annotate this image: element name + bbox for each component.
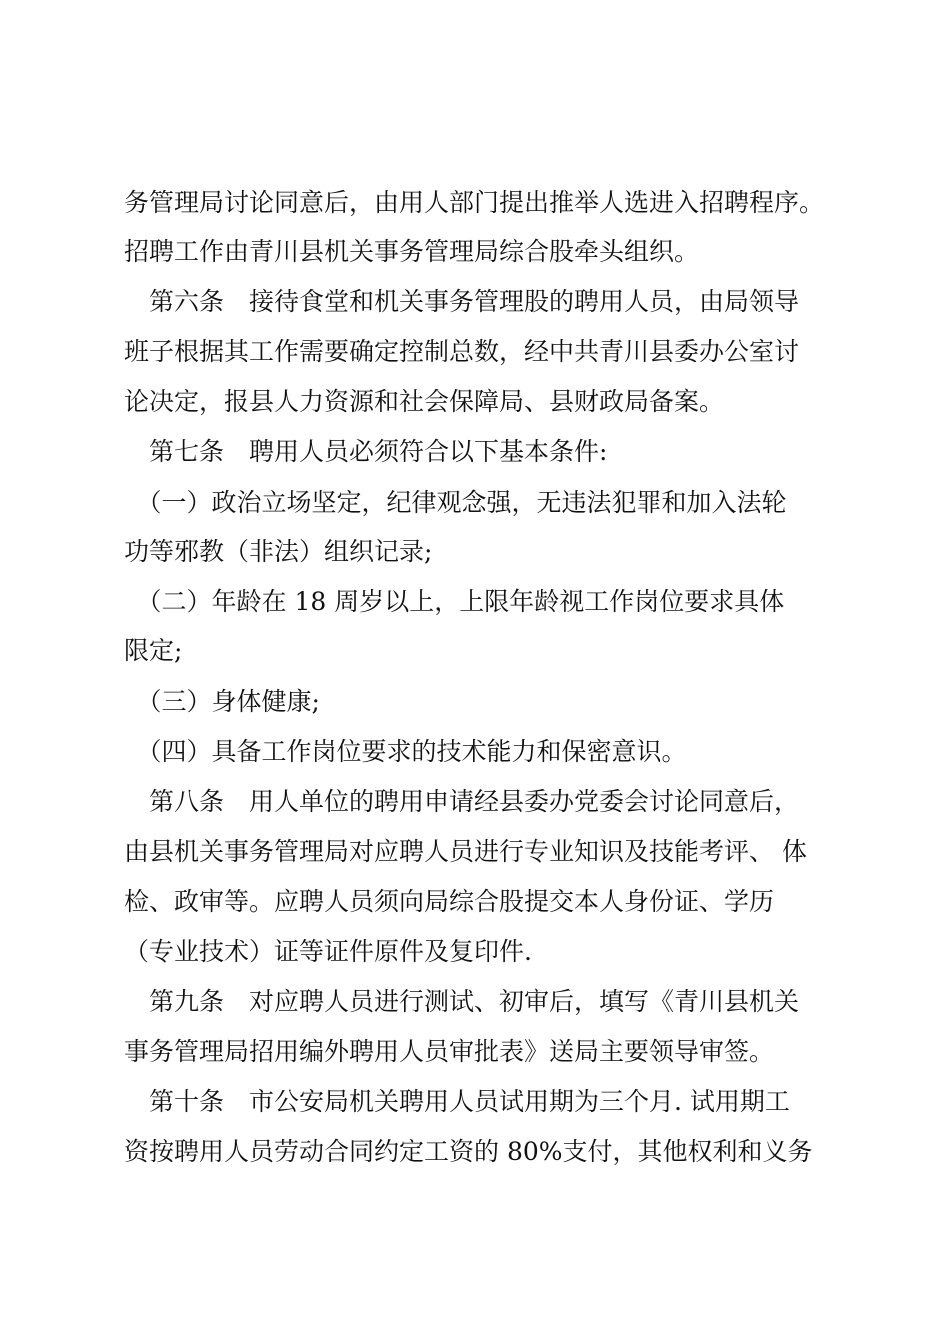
text-line: 由县机关事务管理局对应聘人员进行专业知识及技能考评、 体 [124, 837, 807, 866]
text-line: 事务管理局招用编外聘用人员审批表》送局主要领导审签。 [124, 1037, 775, 1066]
text-line: 第六条 接待食堂和机关事务管理股的聘用人员，由局领导 [124, 287, 800, 316]
text-line: 招聘工作由青川县机关事务管理局综合股牵头组织。 [124, 237, 700, 266]
text-line: 务管理局讨论同意后，由用人部门提出推举人选进入招聘程序。 [124, 188, 825, 217]
text-line: （四）具备工作岗位要求的技术能力和保密意识。 [124, 737, 687, 766]
text-line: 第九条 对应聘人员进行测试、初审后，填写《青川县机关 [124, 987, 800, 1016]
text-line: 论决定，报县人力资源和社会保障局、县财政局备案。 [124, 387, 725, 416]
text-line: 第十条 市公安局机关聘用人员试用期为三个月. 试用期工 [124, 1087, 790, 1116]
text-line: （一）政治立场坚定，纪律观念强，无违法犯罪和加入法轮 [124, 488, 787, 517]
text-line: （三）身体健康; [124, 687, 320, 716]
text-line: 检、政审等。应聘人员须向局综合股提交本人身份证、学历 [124, 887, 775, 916]
text-line: 班子根据其工作需要确定控制总数，经中共青川县委办公室讨 [124, 337, 800, 366]
text-line: 第七条 聘用人员必须符合以下基本条件: [124, 437, 608, 466]
text-line: 限定; [124, 636, 183, 665]
text-line: 功等邪教（非法）组织记录; [124, 537, 433, 566]
text-line: （专业技术）证等证件原件及复印件. [124, 937, 532, 966]
text-line: 资按聘用人员劳动合同约定工资的 80%支付，其他权利和义务 [124, 1137, 813, 1166]
text-line: （二）年龄在 18 周岁以上，上限年龄视工作岗位要求具体 [124, 587, 785, 616]
text-line: 第八条 用人单位的聘用申请经县委办党委会讨论同意后， [124, 787, 800, 816]
